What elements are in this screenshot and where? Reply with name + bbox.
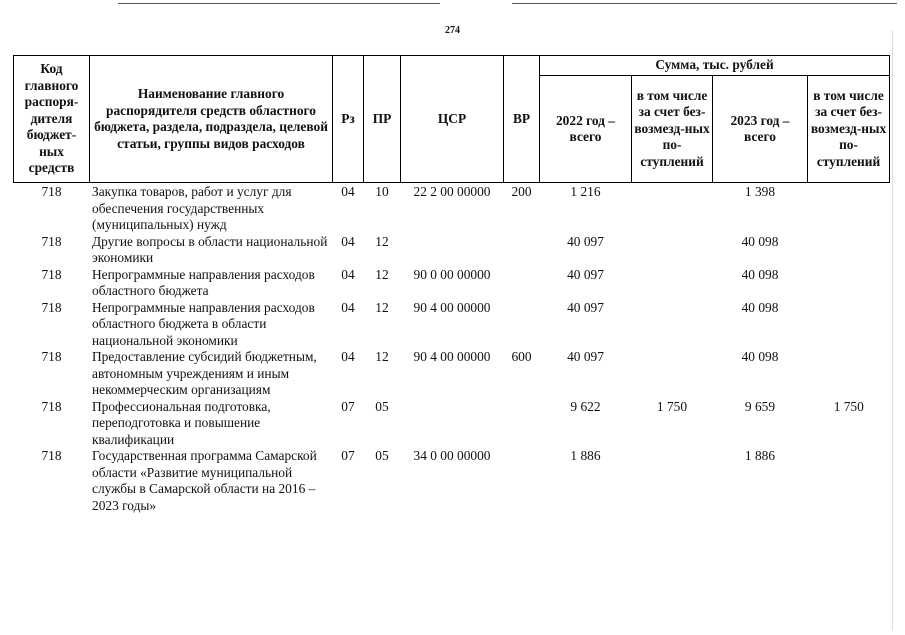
header-name: Наименование главного распорядителя средств областного бюджета, раздела, подраздела, целевой статьи, группы видов расходов — [90, 56, 333, 183]
cell-free-2022 — [632, 448, 713, 514]
scan-edge-line-right — [512, 3, 897, 4]
header-code: Код главного распоря-дителя бюджет-ных средств — [14, 56, 90, 183]
cell-total-2022: 9 622 — [570, 398, 601, 414]
cell-rz: 04 — [341, 349, 355, 364]
cell-vr — [504, 267, 540, 300]
header-total-2022: 2022 год – всего — [540, 76, 632, 183]
cell-name: Государственная программа Самарской области «Развитие муниципальной службы в Самарской области на 2016 – 2023 годы» — [92, 448, 317, 513]
cell-vr — [504, 300, 540, 350]
table-body — [14, 183, 890, 515]
cell-rz: 04 — [341, 299, 355, 315]
cell-csr: 90 4 00 00000 — [413, 299, 491, 315]
cell-total-2022: 40 097 — [567, 349, 604, 364]
cell-free-2022 — [632, 300, 713, 350]
cell-name: Закупка товаров, работ и услуг для обеспечения государственных (муниципальных) нужд — [92, 184, 292, 232]
cell-rz: 07 — [341, 448, 355, 463]
cell-total-2023: 40 098 — [741, 266, 779, 282]
cell-free-2023 — [808, 300, 890, 350]
table-row — [14, 267, 890, 300]
cell-total-2023: 9 659 — [744, 398, 776, 414]
table-row — [14, 399, 890, 449]
scan-edge-line-left — [118, 3, 440, 4]
cell-free-2022: 1 750 — [656, 398, 688, 414]
header-vr: ВР — [504, 56, 540, 183]
cell-vr: 200 — [511, 184, 532, 199]
cell-total-2022: 40 097 — [567, 299, 604, 315]
header-free-2022: в том числе за счет без-возмезд-ных по-ступлений — [632, 76, 713, 183]
cell-free-2023: 1 750 — [833, 398, 864, 414]
cell-free-2023 — [808, 267, 890, 300]
header-pr: ПР — [364, 56, 401, 183]
cell-name: Профессиональная подготовка, переподготовка и повышение квалификации — [92, 398, 271, 447]
cell-vr — [504, 399, 540, 449]
table-row — [14, 349, 890, 399]
cell-csr: 34 0 00 00000 — [413, 448, 491, 463]
cell-free-2023 — [808, 234, 890, 267]
cell-csr: 90 0 00 00000 — [413, 266, 491, 282]
cell-code: 718 — [41, 448, 62, 463]
scan-edge-line-vertical — [892, 30, 893, 630]
cell-code: 718 — [41, 398, 62, 414]
cell-free-2022 — [632, 349, 713, 399]
cell-pr: 05 — [375, 398, 389, 414]
cell-name: Другие вопросы в области национальной экономики — [92, 233, 328, 265]
cell-free-2022 — [632, 183, 713, 234]
cell-pr: 12 — [375, 299, 389, 315]
cell-csr — [401, 234, 504, 267]
cell-csr — [401, 399, 504, 449]
cell-vr — [504, 234, 540, 267]
cell-vr — [504, 448, 540, 514]
header-sum: Сумма, тыс. рублей — [540, 56, 890, 76]
cell-total-2023: 40 098 — [741, 233, 779, 249]
cell-total-2022: 1 216 — [570, 184, 601, 199]
table-header — [14, 56, 890, 183]
cell-rz: 04 — [341, 184, 355, 199]
budget-table — [13, 55, 890, 514]
table-row — [14, 183, 890, 234]
cell-csr: 90 4 00 00000 — [413, 349, 491, 364]
header-total-2023: 2023 год – всего — [713, 76, 808, 183]
cell-name: Непрограммные направления расходов областного бюджета — [92, 266, 315, 298]
table-row — [14, 300, 890, 350]
page-number: 274 — [445, 25, 460, 36]
cell-total-2022: 40 097 — [567, 266, 604, 282]
header-rz: Рз — [333, 56, 364, 183]
cell-total-2023: 40 098 — [741, 299, 779, 315]
cell-pr: 12 — [375, 266, 389, 282]
cell-name: Непрограммные направления расходов областного бюджета в области национальной экономики — [92, 299, 315, 348]
cell-free-2022 — [632, 234, 713, 267]
cell-csr: 22 2 00 00000 — [413, 184, 491, 199]
cell-code: 718 — [41, 184, 62, 199]
cell-total-2023: 1 886 — [744, 448, 776, 463]
cell-rz: 07 — [341, 398, 355, 414]
cell-pr: 12 — [375, 233, 389, 249]
cell-code: 718 — [41, 299, 62, 315]
cell-total-2022: 40 097 — [567, 233, 604, 249]
header-csr: ЦСР — [401, 56, 504, 183]
cell-free-2022 — [632, 267, 713, 300]
cell-pr: 12 — [375, 349, 389, 364]
cell-free-2023 — [808, 183, 890, 234]
cell-free-2023 — [808, 448, 890, 514]
table-row — [14, 448, 890, 514]
cell-total-2023: 1 398 — [744, 184, 776, 199]
cell-total-2023: 40 098 — [741, 349, 779, 364]
cell-code: 718 — [41, 266, 62, 282]
cell-pr: 10 — [375, 184, 389, 199]
cell-vr: 600 — [511, 349, 532, 364]
cell-rz: 04 — [341, 233, 355, 249]
cell-name: Предоставление субсидий бюджетным, автономным учреждениям и иным некоммерческим организациям — [92, 349, 317, 397]
cell-code: 718 — [41, 233, 62, 249]
cell-pr: 05 — [375, 448, 389, 463]
cell-total-2022: 1 886 — [570, 448, 601, 463]
cell-free-2023 — [808, 349, 890, 399]
cell-rz: 04 — [341, 266, 355, 282]
cell-code: 718 — [41, 349, 62, 364]
table-row — [14, 234, 890, 267]
header-free-2023: в том числе за счет без-возмезд-ных по-ступлений — [808, 76, 890, 183]
